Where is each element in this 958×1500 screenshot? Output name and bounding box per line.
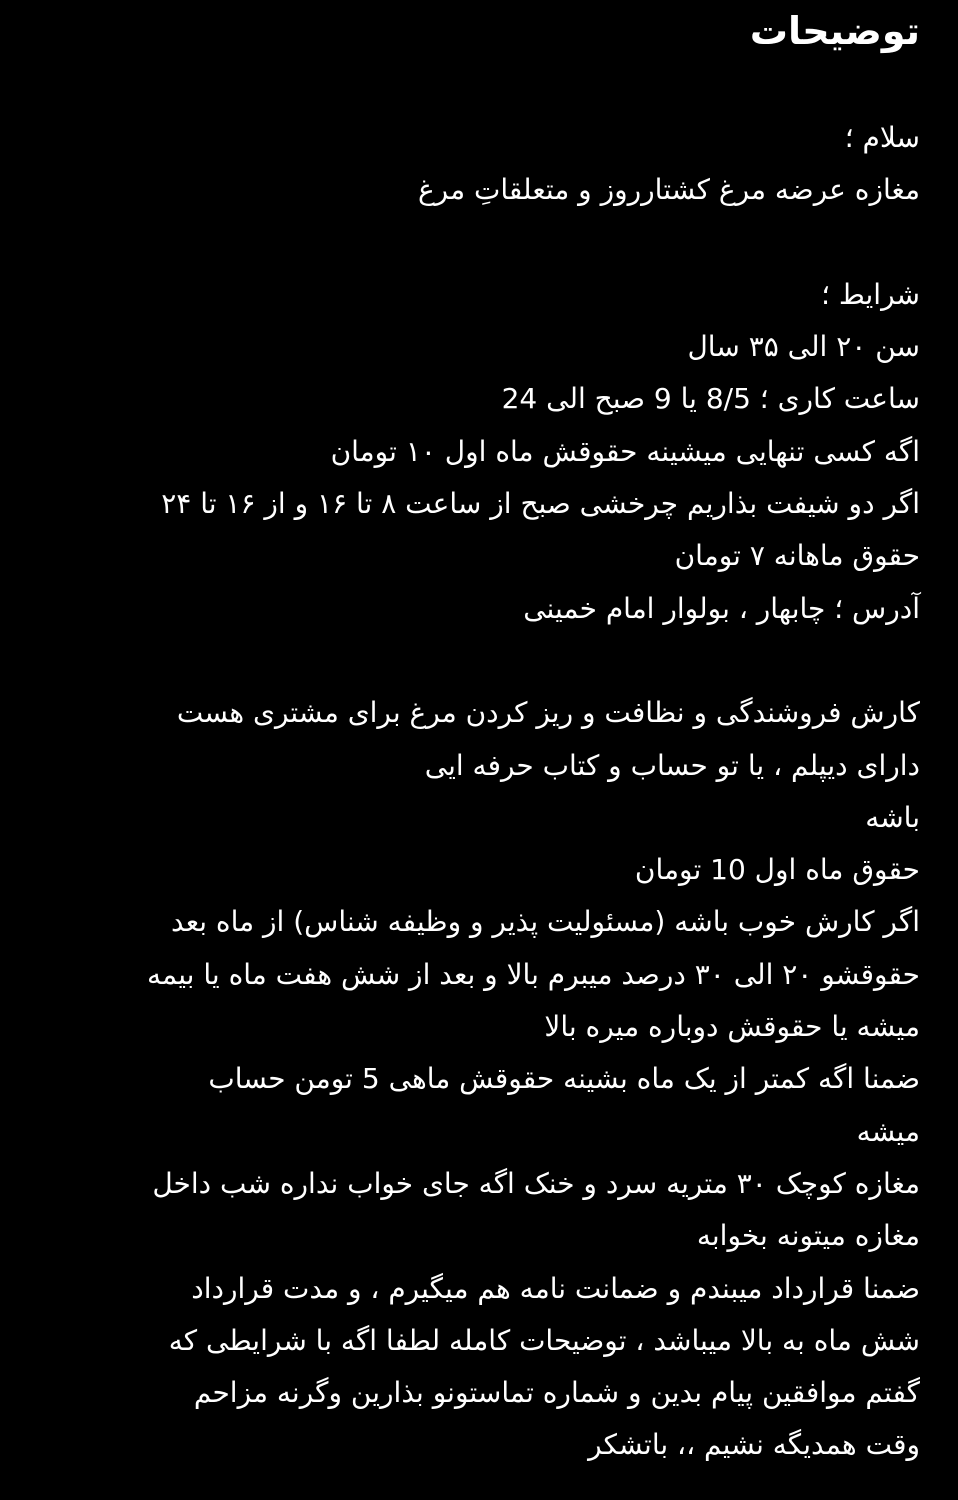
description-line: مغازه میتونه بخوابه: [696, 1219, 920, 1253]
description-line: ضمنا قرارداد میبندم و ضمانت نامه هم میگیرم ، و مدت قرارداد: [191, 1271, 920, 1305]
description-line: میشه: [856, 1114, 920, 1148]
description-line: باشه: [865, 800, 920, 834]
description-line: گفتم موافقین پیام بدین و شماره تماستونو بذارین وگرنه مزاحم: [193, 1376, 920, 1410]
description-line: کارش فروشندگی و نظافت و ریز کردن مرغ برای مشتری هست: [176, 696, 920, 730]
paragraph-break: [30, 635, 920, 687]
description-line: دارای دیپلم ، یا تو حساب و کتاب حرفه ایی: [424, 748, 920, 782]
description-line: مغازه کوچک ۳۰ متریه سرد و خنک اگه جای خواب نداره شب داخل: [152, 1166, 920, 1200]
description-line: حقوق ماهانه ۷ تومان: [674, 539, 920, 573]
description-line: اگر دو شیفت بذاریم چرخشی صبح از ساعت ۸ تا ۱۶ و از ۱۶ تا ۲۴: [161, 487, 920, 521]
description-line: اگه کسی تنهایی میشینه حقوقش ماه اول ۱۰ تومان: [330, 434, 920, 468]
description-line: سن ۲۰ الی ۳۵ سال: [687, 330, 920, 364]
section-title: توضیحات: [749, 9, 920, 53]
description-line: میشه یا حقوقش دوباره میره بالا: [544, 1010, 920, 1044]
description-line: وقت همدیگه نشیم ،، باتشکر: [588, 1428, 920, 1462]
description-line: حقوقشو ۲۰ الی ۳۰ درصد میبرم بالا و بعد از شش هفت ماه یا بیمه: [147, 957, 920, 991]
description-line: حقوق ماه اول 10 تومان: [634, 853, 920, 887]
description-line: شش ماه به بالا میباشد ، توضیحات کامله لطفا اگه با شرایطی که: [168, 1323, 920, 1357]
description-line: آدرس ؛ چابهار ، بولوار امام خمینی: [523, 591, 920, 625]
description-line: ساعت کاری ؛ 8/5 یا 9 صبح الی 24: [501, 382, 920, 416]
paragraph-break: [30, 217, 920, 269]
description-text: [30, 112, 920, 1472]
description-line: سلام ؛: [844, 121, 920, 154]
description-line: ضمنا اگه کمتر از یک ماه بشینه حقوقش ماهی 5 تومن حساب: [208, 1062, 920, 1096]
description-line: شرایط ؛: [821, 277, 920, 311]
description-line: اگر کارش خوب باشه (مسئولیت پذیر و وظیفه شناس) از ماه بعد: [171, 905, 920, 939]
description-line: مغازه عرضه مرغ کشتارروز و متعلقاتِ مرغ: [417, 173, 920, 207]
